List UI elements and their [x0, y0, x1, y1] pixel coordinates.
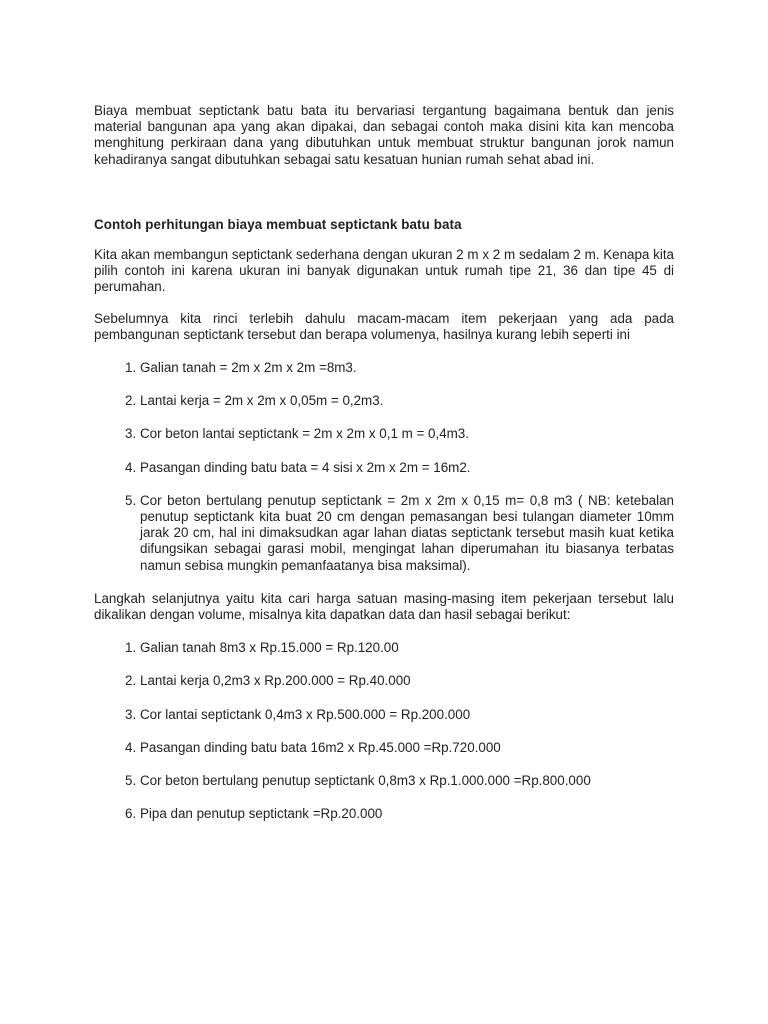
list-number: 5. [125, 492, 137, 508]
list-number: 4. [125, 459, 137, 475]
cost-list [94, 640, 674, 822]
paragraph-dimensions: Kita akan membangun septictank sederhana dengan ukuran 2 m x 2 m sedalam 2 m. Kenapa kita pilih contoh ini karena ukuran ini banyak digunakan untuk rumah tipe 21, 36 dan tipe 45 di perumahan. [94, 247, 674, 295]
list-text: Pasangan dinding batu bata = 4 sisi x 2m x 2m = 16m2. [140, 459, 471, 475]
list-number: 2. [125, 393, 137, 409]
list-number: 3. [125, 426, 137, 442]
volume-list [94, 360, 674, 574]
list-item [94, 806, 674, 822]
list-number: 5. [125, 773, 137, 789]
list-text: Cor beton bertulang penutup septictank = 2m x 2m x 0,15 m= 0,8 m3 ( NB: ketebalan penutup septictank kita buat 20 cm dengan pemasangan besi tulangan diameter 10mm jarak 20 cm, hal ini dimaksudkan agar lahan diatas septictank tersebut masih kuat ketika difungsikan sebagai garasi mobil, mengingat lahan diperumahan itu biasanya terbatas namun sebisa mungkin pemanfaatanya bisa maksimal). [140, 492, 674, 573]
list-text: Galian tanah = 2m x 2m x 2m =8m3. [140, 360, 357, 376]
list-text: Lantai kerja 0,2m3 x Rp.200.000 = Rp.40.000 [140, 673, 411, 689]
list-item [94, 393, 674, 409]
list-item [94, 707, 674, 723]
list-text: Pipa dan penutup septictank =Rp.20.000 [140, 806, 383, 822]
list-item [94, 460, 674, 476]
list-text: Cor lantai septictank 0,4m3 x Rp.500.000 = Rp.200.000 [140, 706, 471, 722]
section-heading: Contoh perhitungan biaya membuat septictank batu bata [94, 216, 462, 232]
list-number: 1. [125, 360, 137, 376]
list-item [94, 673, 674, 689]
list-item [94, 640, 674, 656]
list-item [94, 493, 674, 574]
paragraph-work-items: Sebelumnya kita rinci terlebih dahulu macam-macam item pekerjaan yang ada pada pembangunan septictank tersebut dan berapa volumenya, hasilnya kurang lebih seperti ini [94, 310, 674, 342]
list-item [94, 773, 674, 789]
intro-paragraph: Biaya membuat septictank batu bata itu bervariasi tergantung bagaimana bentuk dan jenis material bangunan apa yang akan dipakai, dan sebagai contoh maka disini kita kan mencoba menghitung perkiraan dana yang dibutuhkan untuk membuat struktur bangunan jorok namun kehadiranya sangat dibutuhkan sebagai satu kesatuan hunian rumah sehat abad ini. [94, 103, 674, 167]
list-item [94, 360, 674, 376]
list-number: 6. [125, 806, 137, 822]
list-number: 3. [125, 706, 137, 722]
paragraph-unit-prices: Langkah selanjutnya yaitu kita cari harga satuan masing-masing item pekerjaan tersebut lalu dikalikan dengan volume, misalnya kita dapatkan data dan hasil sebagai berikut: [94, 590, 674, 623]
list-number: 4. [125, 739, 137, 755]
document-page [94, 103, 674, 822]
list-text: Pasangan dinding batu bata 16m2 x Rp.45.000 =Rp.720.000 [140, 739, 501, 755]
list-text: Cor beton lantai septictank = 2m x 2m x 0,1 m = 0,4m3. [140, 426, 469, 442]
list-text: Cor beton bertulang penutup septictank 0,8m3 x Rp.1.000.000 =Rp.800.000 [140, 773, 591, 789]
list-item [94, 740, 674, 756]
list-number: 1. [125, 640, 137, 656]
list-number: 2. [125, 673, 137, 689]
list-text: Galian tanah 8m3 x Rp.15.000 = Rp.120.00 [140, 640, 399, 656]
list-item [94, 426, 674, 442]
list-text: Lantai kerja = 2m x 2m x 0,05m = 0,2m3. [140, 393, 384, 409]
